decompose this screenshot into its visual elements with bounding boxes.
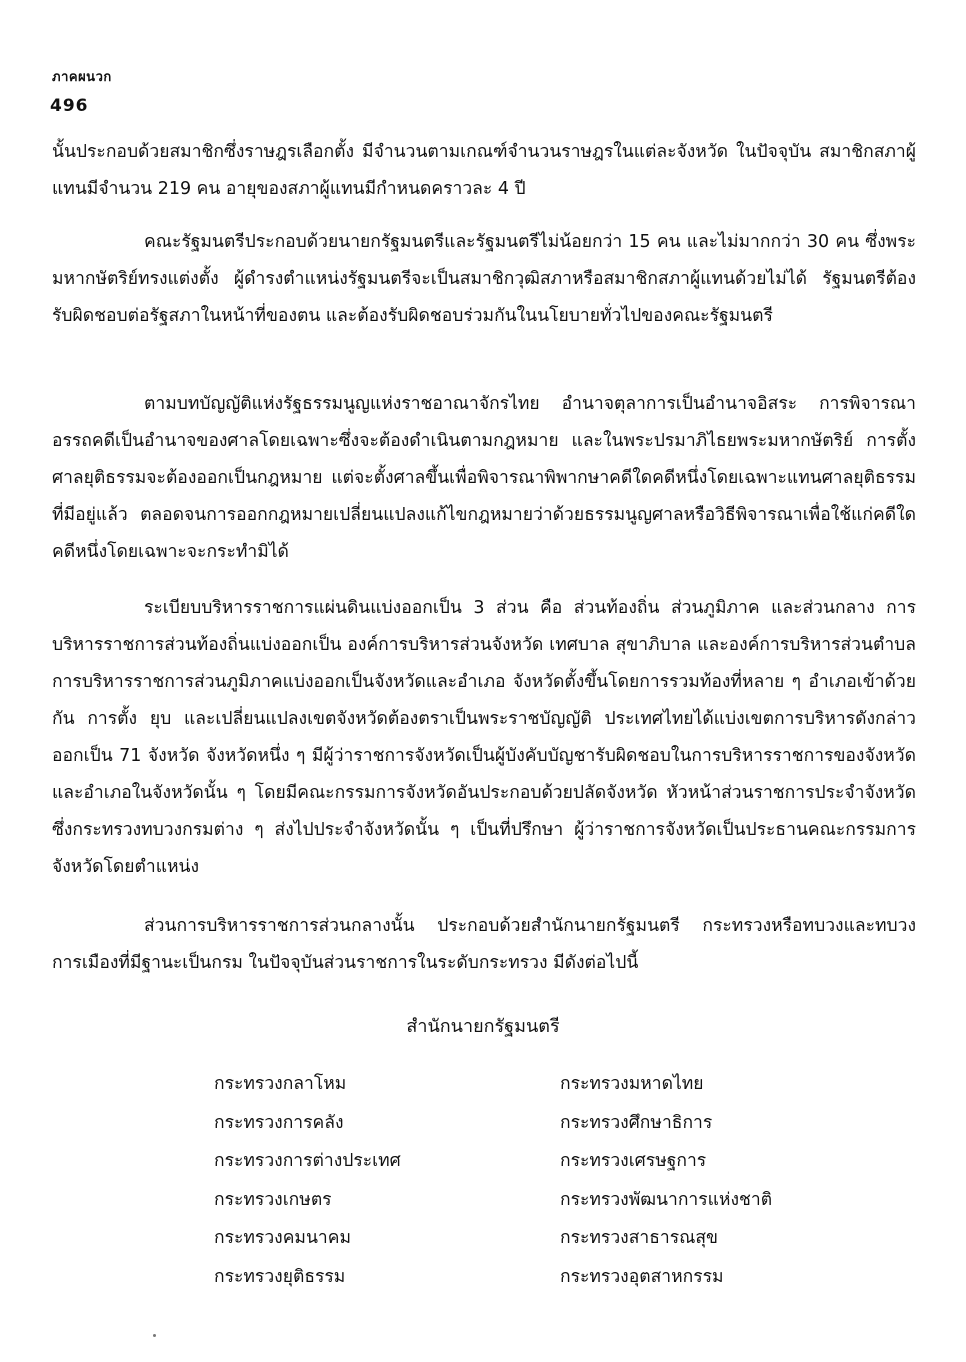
list-item: กระทรวงเกษตร <box>214 1189 332 1210</box>
paragraph-house-members: นั้นประกอบด้วยสมาชิกซึ่งราษฎรเลือกตั้ง มีจำนวนตามเกณฑ์จำนวนราษฎรในแต่ละจังหวัด ในปัจจุบัน สมาชิกสภาผู้แทนมีจำนวน 219 คน อายุของสภาผู้แทนมีกำหนดคราวละ 4 ปี <box>52 142 916 199</box>
list-item: กระทรวงกลาโหม <box>214 1074 347 1094</box>
list-item: กระทรวงยุติธรรม <box>214 1266 346 1287</box>
scan-speck <box>153 1334 156 1337</box>
list-item: กระทรวงสาธารณสุข <box>560 1228 718 1248</box>
ministry-list-right <box>560 1065 860 1296</box>
list-item: กระทรวงพัฒนาการแห่งชาติ <box>560 1189 773 1210</box>
list-item: กระทรวงศึกษาธิการ <box>560 1112 713 1133</box>
ministries-heading: สำนักนายกรัฐมนตรี <box>406 1016 560 1037</box>
list-item: กระทรวงการต่างประเทศ <box>214 1151 401 1171</box>
paragraph-central-administration: ส่วนการบริหารราชการส่วนกลางนั้น ประกอบด้วยสำนักนายกรัฐมนตรี กระทรวงหรือทบวงและทบวงการเมืองที่มีฐานะเป็นกรม ในปัจจุบันส่วนราชการในระดับกระทรวง มีดังต่อไปนี้ <box>52 916 916 973</box>
page-number: 496 <box>50 96 89 116</box>
list-item: กระทรวงมหาดไทย <box>560 1074 704 1094</box>
paragraph-administration: ระเบียบบริหารราชการแผ่นดินแบ่งออกเป็น 3 ส่วน คือ ส่วนท้องถิ่น ส่วนภูมิภาค และส่วนกลาง การบริหารราชการส่วนท้องถิ่นแบ่งออกเป็น องค์การบริหารส่วนจังหวัด เทศบาล สุขาภิบาล และองค์การบริหารส่วนตำบล การบริหารราชการส่วนภูมิภาคแบ่งออกเป็นจังหวัดและอำเภอ จังหวัดตั้งขึ้นโดยการรวมท้องที่หลาย ๆ อำเภอเข้าด้วยกัน การตั้ง ยุบ และเปลี่ยนแปลงเขตจังหวัดต้องตราเป็นพระราชบัญญัติ ประเทศไทยได้แบ่งเขตการบริหารดังกล่าวออกเป็น 71 จังหวัด จังหวัดหนึ่ง ๆ มีผู้ว่าราชการจังหวัดเป็นผู้บังคับบัญชารับผิดชอบในการบริหารราชการของจังหวัดและอำเภอในจังหวัดนั้น ๆ โดยมีคณะกรรมการจังหวัดอันประกอบด้วยปลัดจังหวัด หัวหน้าส่วนราชการประจำจังหวัด ซึ่งกระทรวงทบวงกรมต่าง ๆ ส่งไปประจำจังหวัดนั้น ๆ เป็นที่ปรึกษา ผู้ว่าราชการจังหวัดเป็นประธานคณะกรรมการจังหวัดโดยตำแหน่ง <box>52 598 916 877</box>
list-item: กระทรวงคมนาคม <box>214 1228 351 1248</box>
paragraph-judiciary: ตามบทบัญญัติแห่งรัฐธรรมนูญแห่งราชอาณาจักรไทย อำนาจตุลาการเป็นอำนาจอิสระ การพิจารณาอรรถคดีเป็นอำนาจของศาลโดยเฉพาะซึ่งจะต้องดำเนินตามกฎหมาย และในพระปรมาภิไธยพระมหากษัตริย์ การตั้งศาลยุติธรรมจะต้องออกเป็นกฎหมาย แต่จะตั้งศาลขึ้นเพื่อพิจารณาพิพากษาคดีใดคดีหนึ่งโดยเฉพาะแทนศาลยุติธรรมที่มีอยู่แล้ว ตลอดจนการออกกฎหมายเปลี่ยนแปลงแก้ไขกฎหมายว่าด้วยธรรมนูญศาลหรือวิธีพิจารณาเพื่อใช้แก่คดีใดคดีหนึ่งโดยเฉพาะจะกระทำมิได้ <box>52 394 916 562</box>
list-item: กระทรวงการคลัง <box>214 1112 344 1133</box>
ministry-list-left <box>214 1065 514 1296</box>
list-item: กระทรวงเศรษฐการ <box>560 1151 707 1171</box>
paragraph-cabinet: คณะรัฐมนตรีประกอบด้วยนายกรัฐมนตรีและรัฐมนตรีไม่น้อยกว่า 15 คน และไม่มากกว่า 30 คน ซึ่งพระมหากษัตริย์ทรงแต่งตั้ง ผู้ดำรงตำแหน่งรัฐมนตรีจะเป็นสมาชิกวุฒิสภาหรือสมาชิกสภาผู้แทนด้วยไม่ได้ รัฐมนตรีต้องรับผิดชอบต่อรัฐสภาในหน้าที่ของตน และต้องรับผิดชอบร่วมกันในนโยบายทั่วไปของคณะรัฐมนตรี <box>52 232 916 326</box>
list-item: กระทรวงอุตสาหกรรม <box>560 1266 724 1287</box>
appendix-label: ภาคผนวก <box>52 70 112 85</box>
